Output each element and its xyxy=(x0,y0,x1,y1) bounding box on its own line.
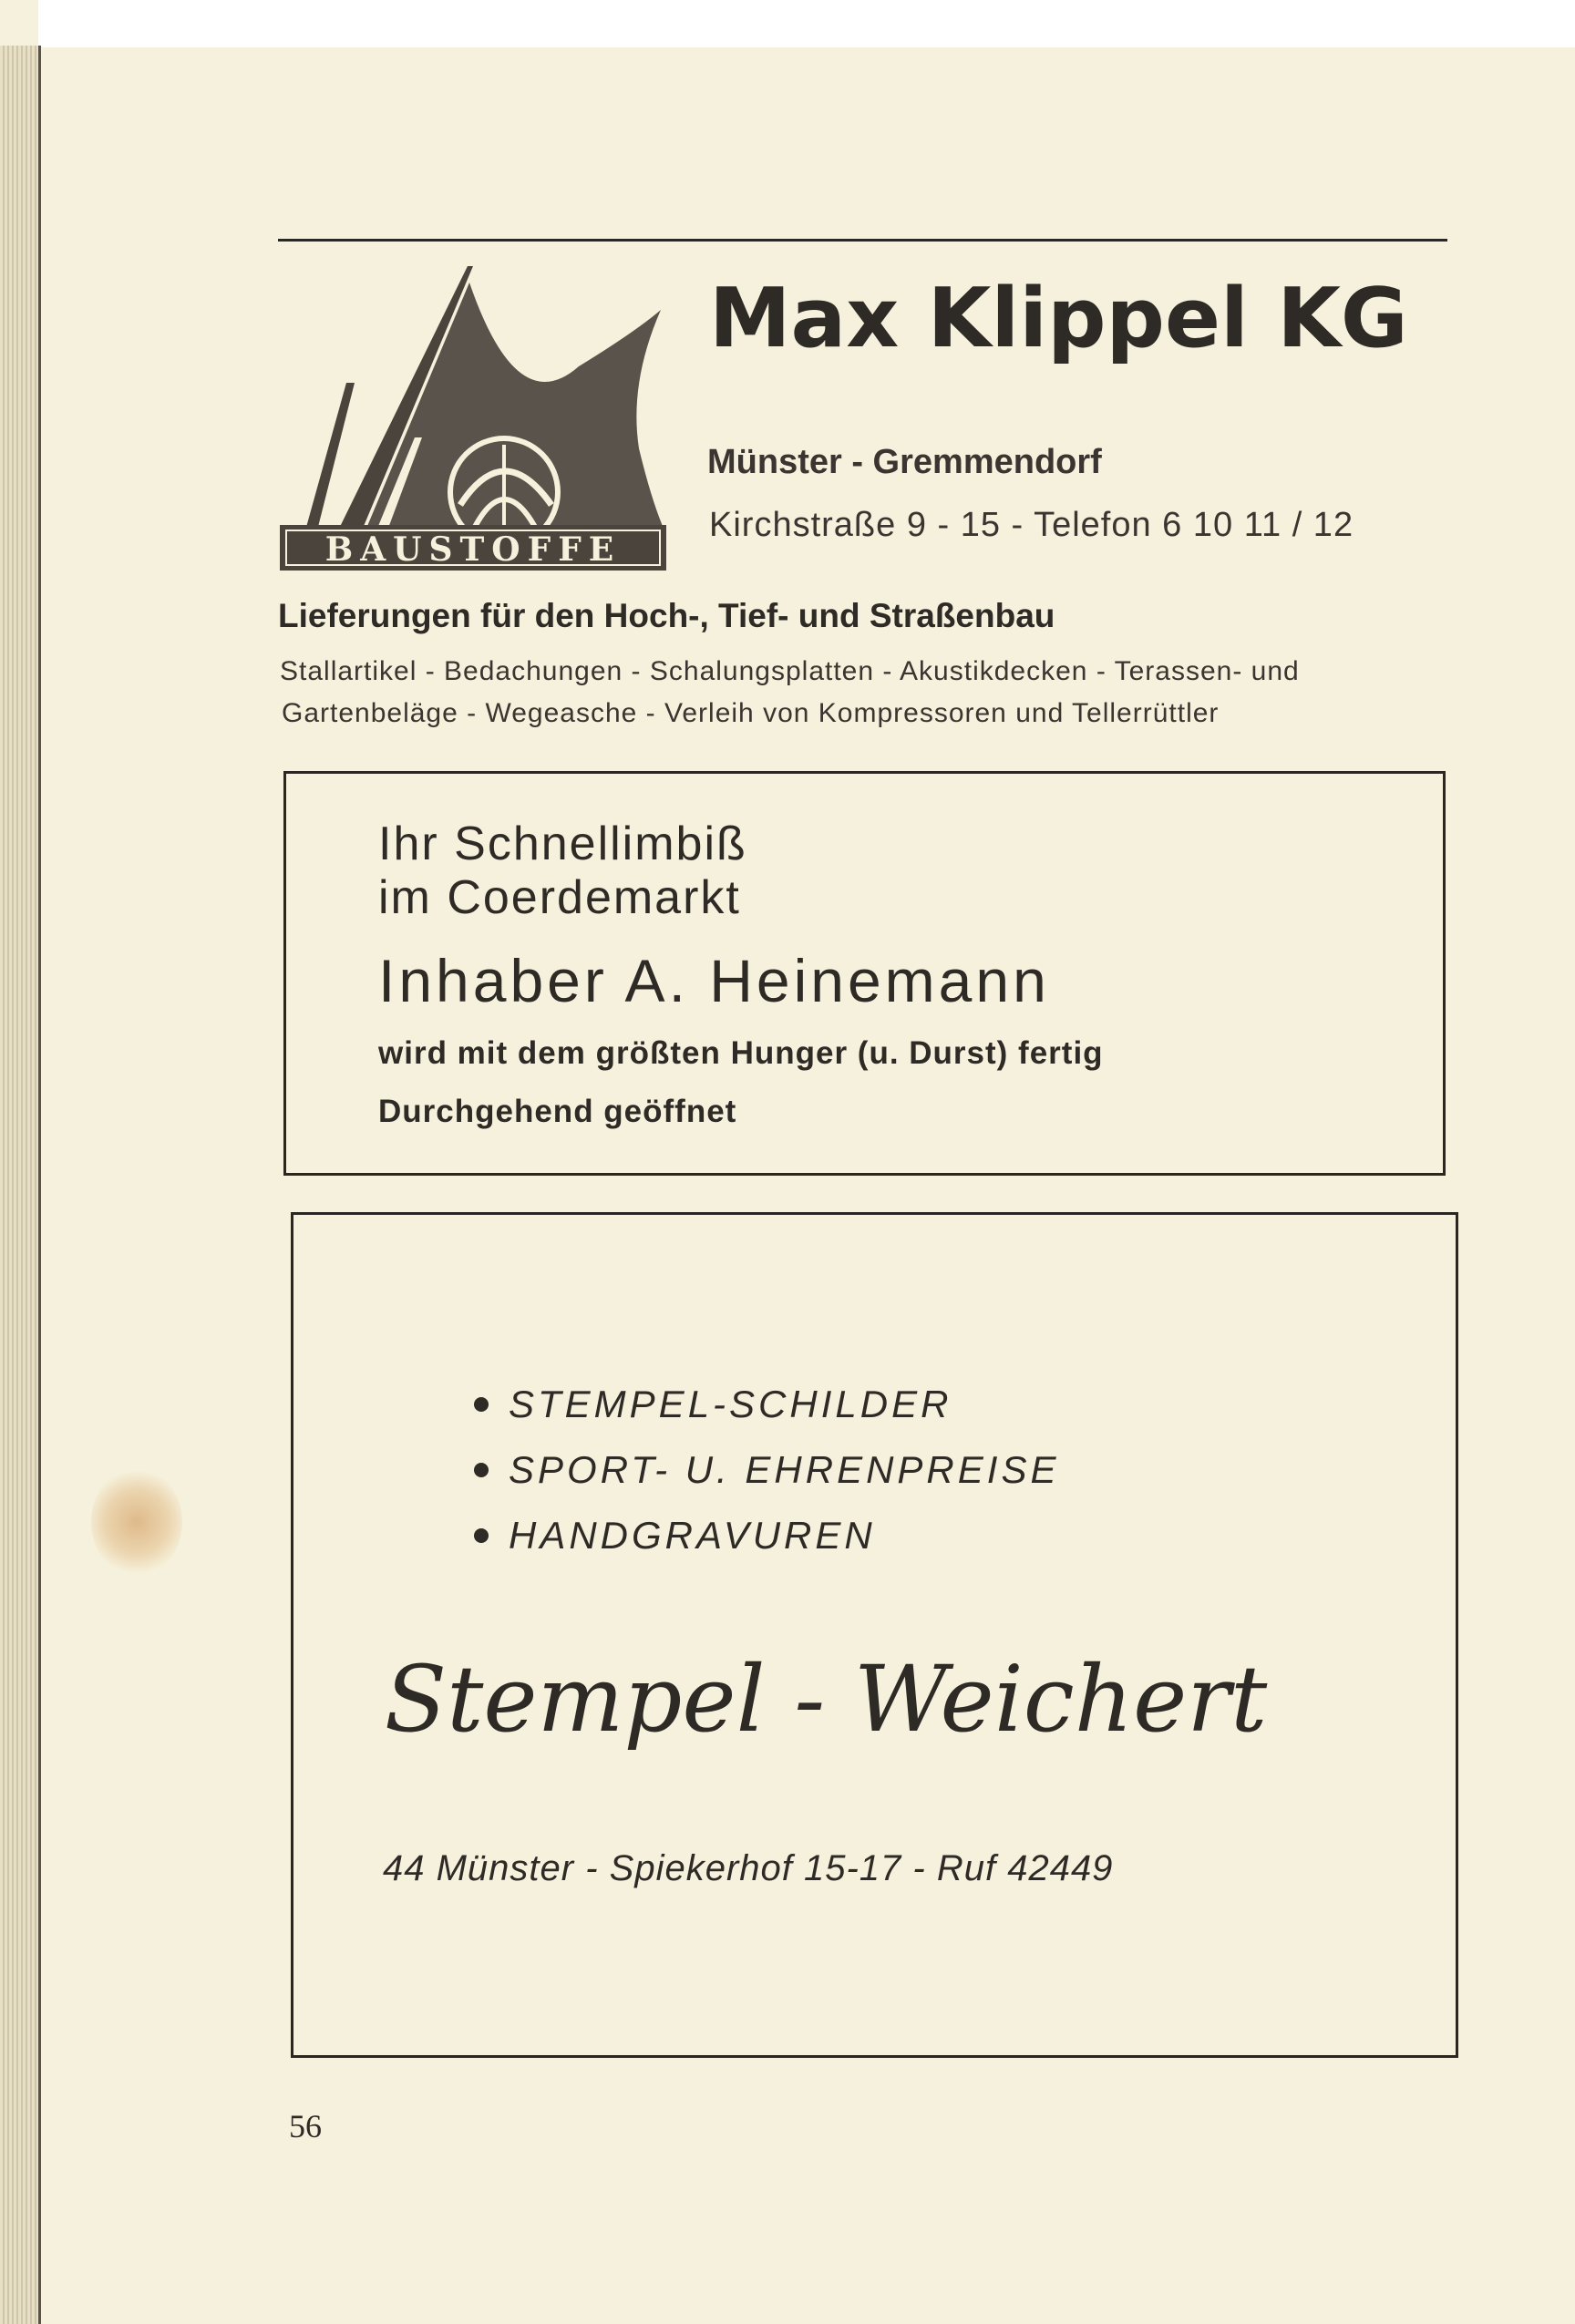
list-item xyxy=(474,1503,1059,1568)
company-name: Max Klippel KG xyxy=(709,271,1408,366)
baustoffe-logo-icon xyxy=(278,266,668,571)
services-list xyxy=(474,1372,1059,1568)
service-label: HANDGRAVUREN xyxy=(509,1514,876,1557)
products-line-2: Gartenbeläge - Wegeasche - Verleih von Kompressoren und Tellerrüttler xyxy=(282,698,1220,728)
book-page-edges xyxy=(0,46,38,2324)
deliveries-heading: Lieferungen für den Hoch-, Tief- und Straßenbau xyxy=(278,597,1055,634)
list-item xyxy=(474,1437,1059,1503)
bullet-icon xyxy=(474,1463,489,1477)
top-rule xyxy=(278,239,1447,242)
brand-script-logo: Stempel - Weichert xyxy=(384,1646,1268,1753)
opening-hours: Durchgehend geöffnet xyxy=(378,1094,737,1129)
snack-bar-tagline: wird mit dem größten Hunger (u. Durst) fertig xyxy=(378,1035,1104,1071)
company-address-phone: Kirchstraße 9 - 15 - Telefon 6 10 11 / 12 xyxy=(709,506,1354,544)
snack-bar-line-2: im Coerdemarkt xyxy=(378,871,741,924)
contact-line: 44 Münster - Spiekerhof 15-17 - Ruf 42449 xyxy=(383,1848,1114,1888)
service-label: STEMPEL-SCHILDER xyxy=(509,1383,952,1425)
company-location: Münster - Gremmendorf xyxy=(707,443,1102,481)
products-line-1: Stallartikel - Bedachungen - Schalungsplatten - Akustikdecken - Terassen- und xyxy=(280,656,1300,686)
scan-top-strip xyxy=(38,0,1575,47)
logo-wordmark: BAUSTOFFE xyxy=(324,530,622,569)
bullet-icon xyxy=(474,1397,489,1412)
list-item xyxy=(474,1372,1059,1437)
snack-bar-line-1: Ihr Schnellimbiß xyxy=(378,818,747,870)
paper-stain xyxy=(91,1467,182,1577)
bullet-icon xyxy=(474,1528,489,1543)
page-number: 56 xyxy=(289,2108,322,2144)
service-label: SPORT- U. EHRENPREISE xyxy=(509,1448,1060,1491)
owner-name: Inhaber A. Heinemann xyxy=(378,947,1050,1014)
